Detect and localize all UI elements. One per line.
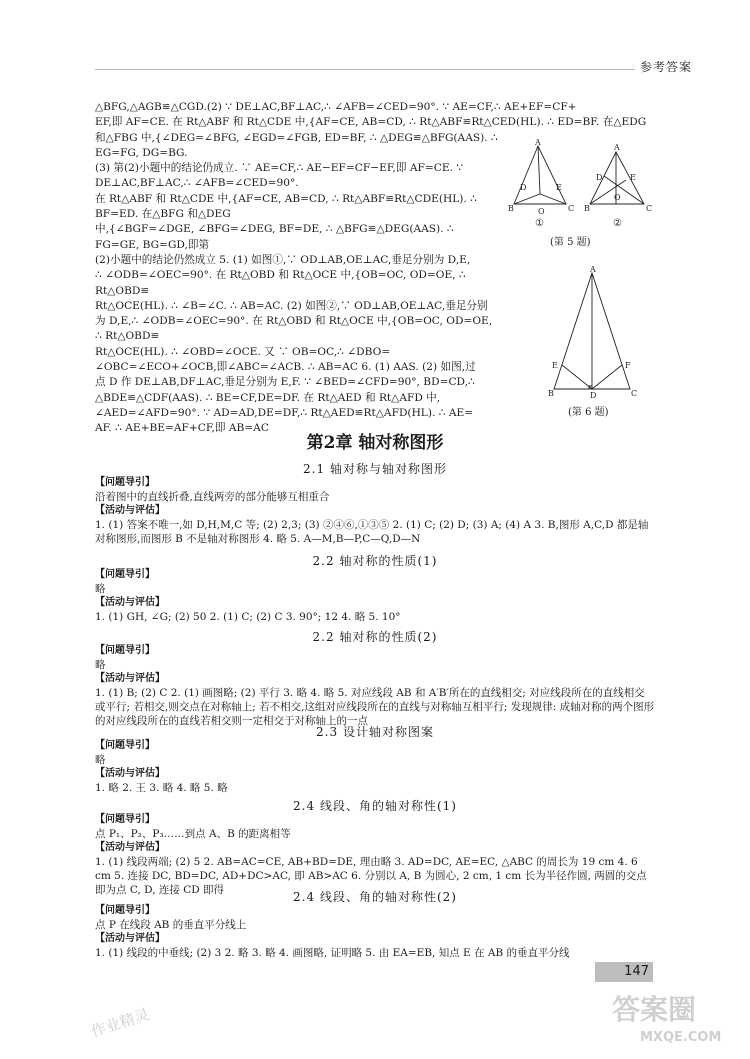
label-a: A <box>590 265 596 274</box>
activity-tag: 【活动与评估】 <box>95 597 165 608</box>
watermark-right-sub: MXQE.COM <box>640 1030 722 1045</box>
activity-text: 1. (1) 答案不唯一,如 D,H,M,C 等; (2) 2,3; (3) ②④⑥,①③⑤ 2. (1) C; (2) D; (3) A; (4) A 3. B,图形 A,C,D 都是轴对称图形,而图形 B 不是轴对称图形 4. 略 5. A—M,B—P,C—Q,D—N <box>95 519 649 545</box>
page-number-tab <box>595 962 653 982</box>
section-body <box>95 813 655 897</box>
figure-6-diagram <box>540 265 640 400</box>
label-f: F <box>625 361 631 370</box>
question-tag: 【问题导引】 <box>95 905 155 916</box>
label-c: C <box>631 389 638 398</box>
question-tag: 【问题导引】 <box>95 645 155 656</box>
label-c: C <box>568 204 575 213</box>
question-tag: 【问题导引】 <box>95 814 155 825</box>
question-text: 沿着图中的直线折叠,直线两旁的部分能够互相重合 <box>95 491 330 503</box>
section-body <box>95 644 655 728</box>
solution-line: ∠OBC=∠ECO+∠OCB,即∠ABC=∠ACB. ∴ AB=AC 6. (1) AAS. (2) 如图,过 <box>95 361 476 374</box>
solution-line: △BFG,△AGB≌△CGD.(2) ∵ DE⊥AC,BF⊥AC,∴ ∠AFB=∠CED=90°. ∵ AE=CF,∴ AE+EF=CF+ <box>95 101 577 113</box>
label-b: B <box>508 204 514 213</box>
watermark-right: 答案圈 <box>612 993 697 1026</box>
chapter-title: 第2章 轴对称图形 <box>306 433 444 453</box>
activity-text: 1. (1) GH, ∠G; (2) 50 2. (1) C; (2) C 3. 90°; 12 4. 略 5. 10° <box>95 611 401 623</box>
label-e: E <box>552 361 558 370</box>
question-text: 略 <box>95 659 106 671</box>
label-e: E <box>630 173 636 182</box>
figure-5-marker-1: ① <box>535 218 544 228</box>
section-title: 2.1 轴对称与轴对称图形 <box>303 462 447 476</box>
solution-line: 和△FBG 中,{∠DEG=∠BFG, ∠EGD=∠FGB, ED=BF, ∴ △DEG≌△BFG(AAS). ∴ EG=FG, DG=BG. <box>95 131 498 159</box>
label-a: A <box>614 143 620 152</box>
section-body <box>95 476 655 546</box>
section-body <box>95 568 655 624</box>
label-b: B <box>548 389 554 398</box>
label-d: D <box>590 391 597 400</box>
label-c: C <box>646 204 653 213</box>
label-o: O <box>614 193 621 202</box>
question-tag: 【问题导引】 <box>95 569 155 580</box>
figure-5-caption: (第 5 题) <box>550 237 591 248</box>
section-body <box>95 904 655 960</box>
activity-tag: 【活动与评估】 <box>95 768 165 779</box>
solution-line: (2)小题中的结论仍然成立 5. (1) 如图①,∵ OD⊥AB,OE⊥AC,垂足分别为 D,E, <box>95 253 471 266</box>
question-tag: 【问题导引】 <box>95 477 155 488</box>
activity-text: 1. (1) B; (2) C 2. (1) 画图略; (2) 平行 3. 略 4. 略 5. 对应线段 AB 和 A′B′所在的直线相交; 对应线段所在的直线相交或平行; 若相交,则交点在对称轴上; 若不相交,这组对应线段所在的直线与对称轴互相平行; 发现规律: 成轴对称的两个图形的对应线段所在的直线若相交则一定相交于对称轴上的一点 <box>95 687 655 727</box>
label-e: E <box>556 183 562 192</box>
section-title: 2.4 线段、角的轴对称性(1) <box>293 799 457 813</box>
solution-line: EF,即 AF=CE. 在 Rt△ABF 和 Rt△CDE 中,{AF=CE, AB=CD, ∴ Rt△ABF≌Rt△CED(HL). ∴ ED=BF. 在△EDG <box>95 116 647 129</box>
header-title: 参考答案 <box>640 60 693 74</box>
solution-line: AF. ∴ AE+BE=AF+CF,即 AB=AC <box>95 422 269 435</box>
solution-line: 为 D,E,∴ ∠ODB=∠OEC=90°. 在 Rt△OBD 和 Rt△OCE 中,{OB=OC, OD=OE, ∴ Rt△OBD≌ <box>95 315 493 343</box>
activity-tag: 【活动与评估】 <box>95 842 165 853</box>
solution-line: ∠AED=∠AFD=90°. ∵ AD=AD,DE=DF,∴ Rt△AED≌Rt△AFD(HL). ∴ AE= <box>95 406 474 419</box>
watermark-left: 作业精灵 <box>88 1005 152 1041</box>
label-d: D <box>520 183 527 192</box>
solution-line: ∴ ∠ODB=∠OEC=90°. 在 Rt△OBD 和 Rt△OCE 中,{OB=OC, OD=OE, ∴ Rt△OBD≌ <box>95 269 466 297</box>
section-title: 2.4 线段、角的轴对称性(2) <box>293 890 457 904</box>
section-title: 2.2 轴对称的性质(2) <box>312 630 438 644</box>
page-number: 147 <box>624 964 649 979</box>
header-rule <box>95 69 635 70</box>
solution-line: 中,{∠BGF=∠DGE, ∠BFG=∠DEG, BF=DE, ∴ △BFG≌△DEG(AAS). ∴ FG=GE, BG=GD,即第 <box>95 223 454 251</box>
activity-text: 1. 略 2. 王 3. 略 4. 略 5. 略 <box>95 782 228 794</box>
question-text: 略 <box>95 583 106 595</box>
question-text: 略 <box>95 754 106 766</box>
question-tag: 【问题导引】 <box>95 740 155 751</box>
question-text: 点 P₁、P₂、P₃……到点 A、B 的距离相等 <box>95 828 291 840</box>
activity-tag: 【活动与评估】 <box>95 673 165 684</box>
figure-6-caption: (第 6 题) <box>568 407 609 418</box>
figure-5-marker-2: ② <box>613 218 622 228</box>
activity-text: 1. (1) 线段两端; (2) 5 2. AB=AC=CE, AB+BD=DE, 理由略 3. AD=DC, AE=EC, △ABC 的周长为 19 cm 4. 6 cm 5. 连接 DC, BD=DC, AD+DC>AC, 即 AB>AC 6. 分别以 A, B 为圆心, 2 cm, 1 cm 长为半径作圆, 两圆的交点即为点 C, D, 连接 CD 即得 <box>95 856 647 896</box>
activity-text: 1. (1) 线段的中垂线; (2) 3 2. 略 3. 略 4. 画图略, 证明略 5. 由 EA=EB, 知点 E 在 AB 的垂直平分线 <box>95 947 570 959</box>
section-title: 2.3 设计轴对称图案 <box>316 725 434 739</box>
section-title: 2.2 轴对称的性质(1) <box>312 554 438 568</box>
label-o: O <box>538 207 545 216</box>
solution-line: 点 D 作 DE⊥AB,DF⊥AC,垂足分别为 E,F. ∵ ∠BED=∠CFD=90°, BD=CD,∴ △BDE≌△CDF(AAS). ∴ BE=CF,DE=DF. 在 Rt△AED 和 Rt△AFD 中, <box>95 376 475 404</box>
solution-line: Rt△OCE(HL). ∴ ∠OBD=∠OCE. 又 ∵ OB=OC,∴ ∠DBO= <box>95 345 391 358</box>
solution-line: 在 Rt△ABF 和 Rt△CDE 中,{AF=CE, AB=CD, ∴ Rt△ABF≌Rt△CDE(HL). ∴ BF=ED. 在△BFG 和△DEG <box>95 192 477 221</box>
solution-line: Rt△OCE(HL). ∴ ∠B=∠C. ∴ AB=AC. (2) 如图②,∵ OD⊥AB,OE⊥AC,垂足分别 <box>95 299 488 312</box>
activity-tag: 【活动与评估】 <box>95 933 165 944</box>
solution-line: (3) 第(2)小题中的结论仍成立. ∵ AE=CF,∴ AE−EF=CF−EF,即 AF=CE. ∵ DE⊥AC,BF⊥AC,∴ ∠AFB=∠CED=90°. <box>95 162 464 190</box>
label-a: A <box>535 138 541 147</box>
question-text: 点 P 在线段 AB 的垂直平分线上 <box>95 919 247 931</box>
label-b: B <box>584 204 590 213</box>
section-body <box>95 739 655 795</box>
label-d: D <box>596 173 603 182</box>
figure-5-diagram <box>508 138 658 228</box>
activity-tag: 【活动与评估】 <box>95 505 165 516</box>
